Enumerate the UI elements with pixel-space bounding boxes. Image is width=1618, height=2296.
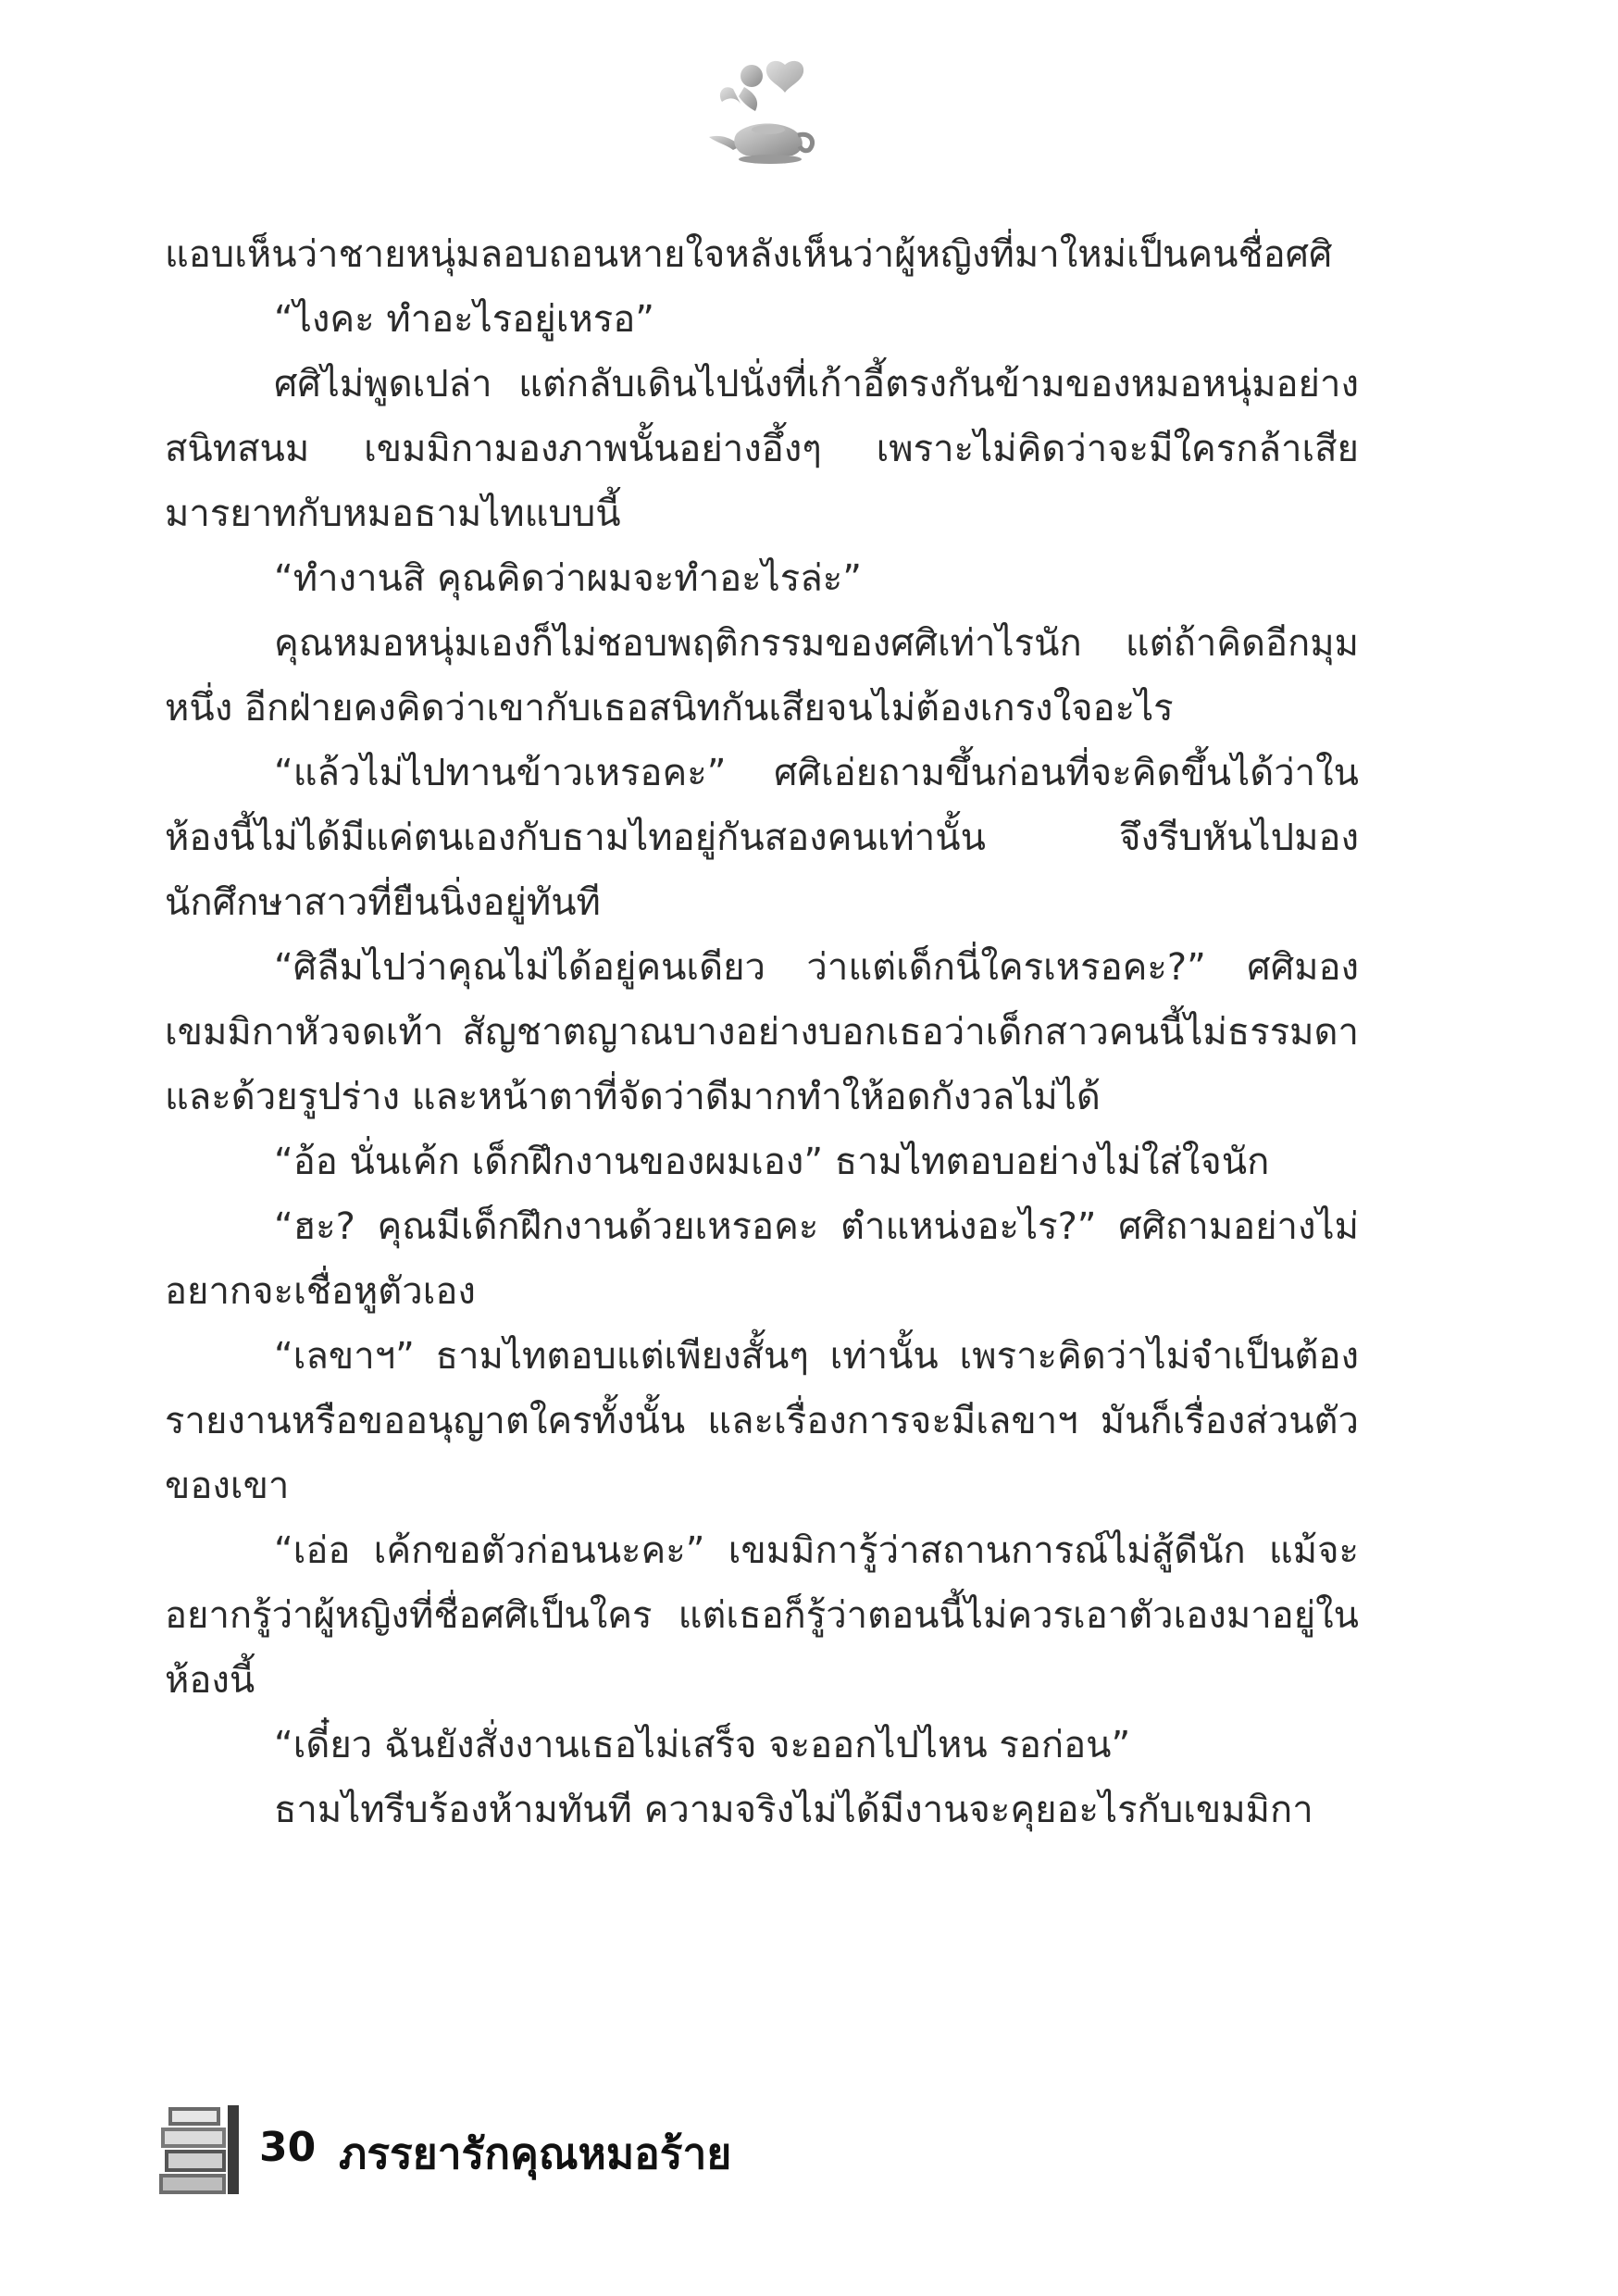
paragraph: “เดี๋ยว ฉันยังสั่งงานเธอไม่เสร็จ จะออกไปไหน รอก่อน”	[274, 1724, 1131, 1766]
paragraph: “ทำงานสิ คุณคิดว่าผมจะทำอะไรล่ะ”	[274, 557, 862, 600]
paragraph: “อ้อ นั่นเค้ก เด็กฝึกงานของผมเอง” ธามไทตอบอย่างไม่ใส่ใจนัก	[274, 1141, 1270, 1183]
paragraph: แอบเห็นว่าชายหนุ่มลอบถอนหายใจหลังเห็นว่าผู้หญิงที่มาใหม่เป็นคนชื่อศศิ	[165, 233, 1333, 276]
cupid-teapot-ornament-icon	[696, 56, 826, 176]
paragraph: “ศิลืมไปว่าคุณไม่ได้อยู่คนเดียว ว่าแต่เด็กนี่ใครเหรอคะ?” ศศิมองเขมมิกาหัวจดเท้า สัญชาตญาณบางอย่างบอกเธอว่าเด็กสาวคนนี้ไม่ธรรมดา และด้วยรูปร่าง และหน้าตาที่จัดว่าดีมากทำให้อดกังวลไม่ได้	[165, 946, 1359, 1118]
book-title: ภรรยารักคุณหมอร้าย	[339, 2128, 732, 2178]
body-text	[165, 222, 1359, 1842]
paragraph: “เอ่อ เค้กขอตัวก่อนนะคะ” เขมมิการู้ว่าสถานการณ์ไม่สู้ดีนัก แม้จะอยากรู้ว่าผู้หญิงที่ชื่อศศิเป็นใคร แต่เธอก็รู้ว่าตอนนี้ไม่ควรเอาตัวเองมาอยู่ในห้องนี้	[165, 1529, 1359, 1702]
paragraph: “ฮะ? คุณมีเด็กฝึกงานด้วยเหรอคะ ตำแหน่งอะไร?” ศศิถามอย่างไม่อยากจะเชื่อหูตัวเอง	[165, 1205, 1359, 1313]
paragraph: “ไงคะ ทำอะไรอยู่เหรอ”	[274, 298, 654, 341]
paragraph: คุณหมอหนุ่มเองก็ไม่ชอบพฤติกรรมของศศิเท่าไรนัก แต่ถ้าคิดอีกมุมหนึ่ง อีกฝ่ายคงคิดว่าเขากับเธอสนิทกันเสียจนไม่ต้องเกรงใจอะไร	[165, 622, 1359, 730]
paragraph: “แล้วไม่ไปทานข้าวเหรอคะ” ศศิเอ่ยถามขึ้นก่อนที่จะคิดขึ้นได้ว่าในห้องนี้ไม่ได้มีแค่ตนเองกับธามไทอยู่กันสองคนเท่านั้น จึงรีบหันไปมองนักศึกษาสาวที่ยืนนิ่งอยู่ทันที	[165, 752, 1359, 924]
paragraph: ธามไทรีบร้องห้ามทันที ความจริงไม่ได้มีงานจะคุยอะไรกับเขมมิกา	[274, 1789, 1313, 1831]
book-stack-icon	[156, 2100, 244, 2202]
page-number: 30	[259, 2124, 317, 2171]
page-footer	[156, 2100, 989, 2202]
paragraph: ศศิไม่พูดเปล่า แต่กลับเดินไปนั่งที่เก้าอี้ตรงกันข้ามของหมอหนุ่มอย่างสนิทสนม เขมมิกามองภาพนั้นอย่างอึ้งๆ เพราะไม่คิดว่าจะมีใครกล้าเสียมารยาทกับหมอธามไทแบบนี้	[165, 363, 1359, 535]
paragraph: “เลขาฯ” ธามไทตอบแต่เพียงสั้นๆ เท่านั้น เพราะคิดว่าไม่จำเป็นต้องรายงานหรือขออนุญาตใครทั้งนั้น และเรื่องการจะมีเลขาฯ มันก็เรื่องส่วนตัวของเขา	[165, 1335, 1359, 1507]
